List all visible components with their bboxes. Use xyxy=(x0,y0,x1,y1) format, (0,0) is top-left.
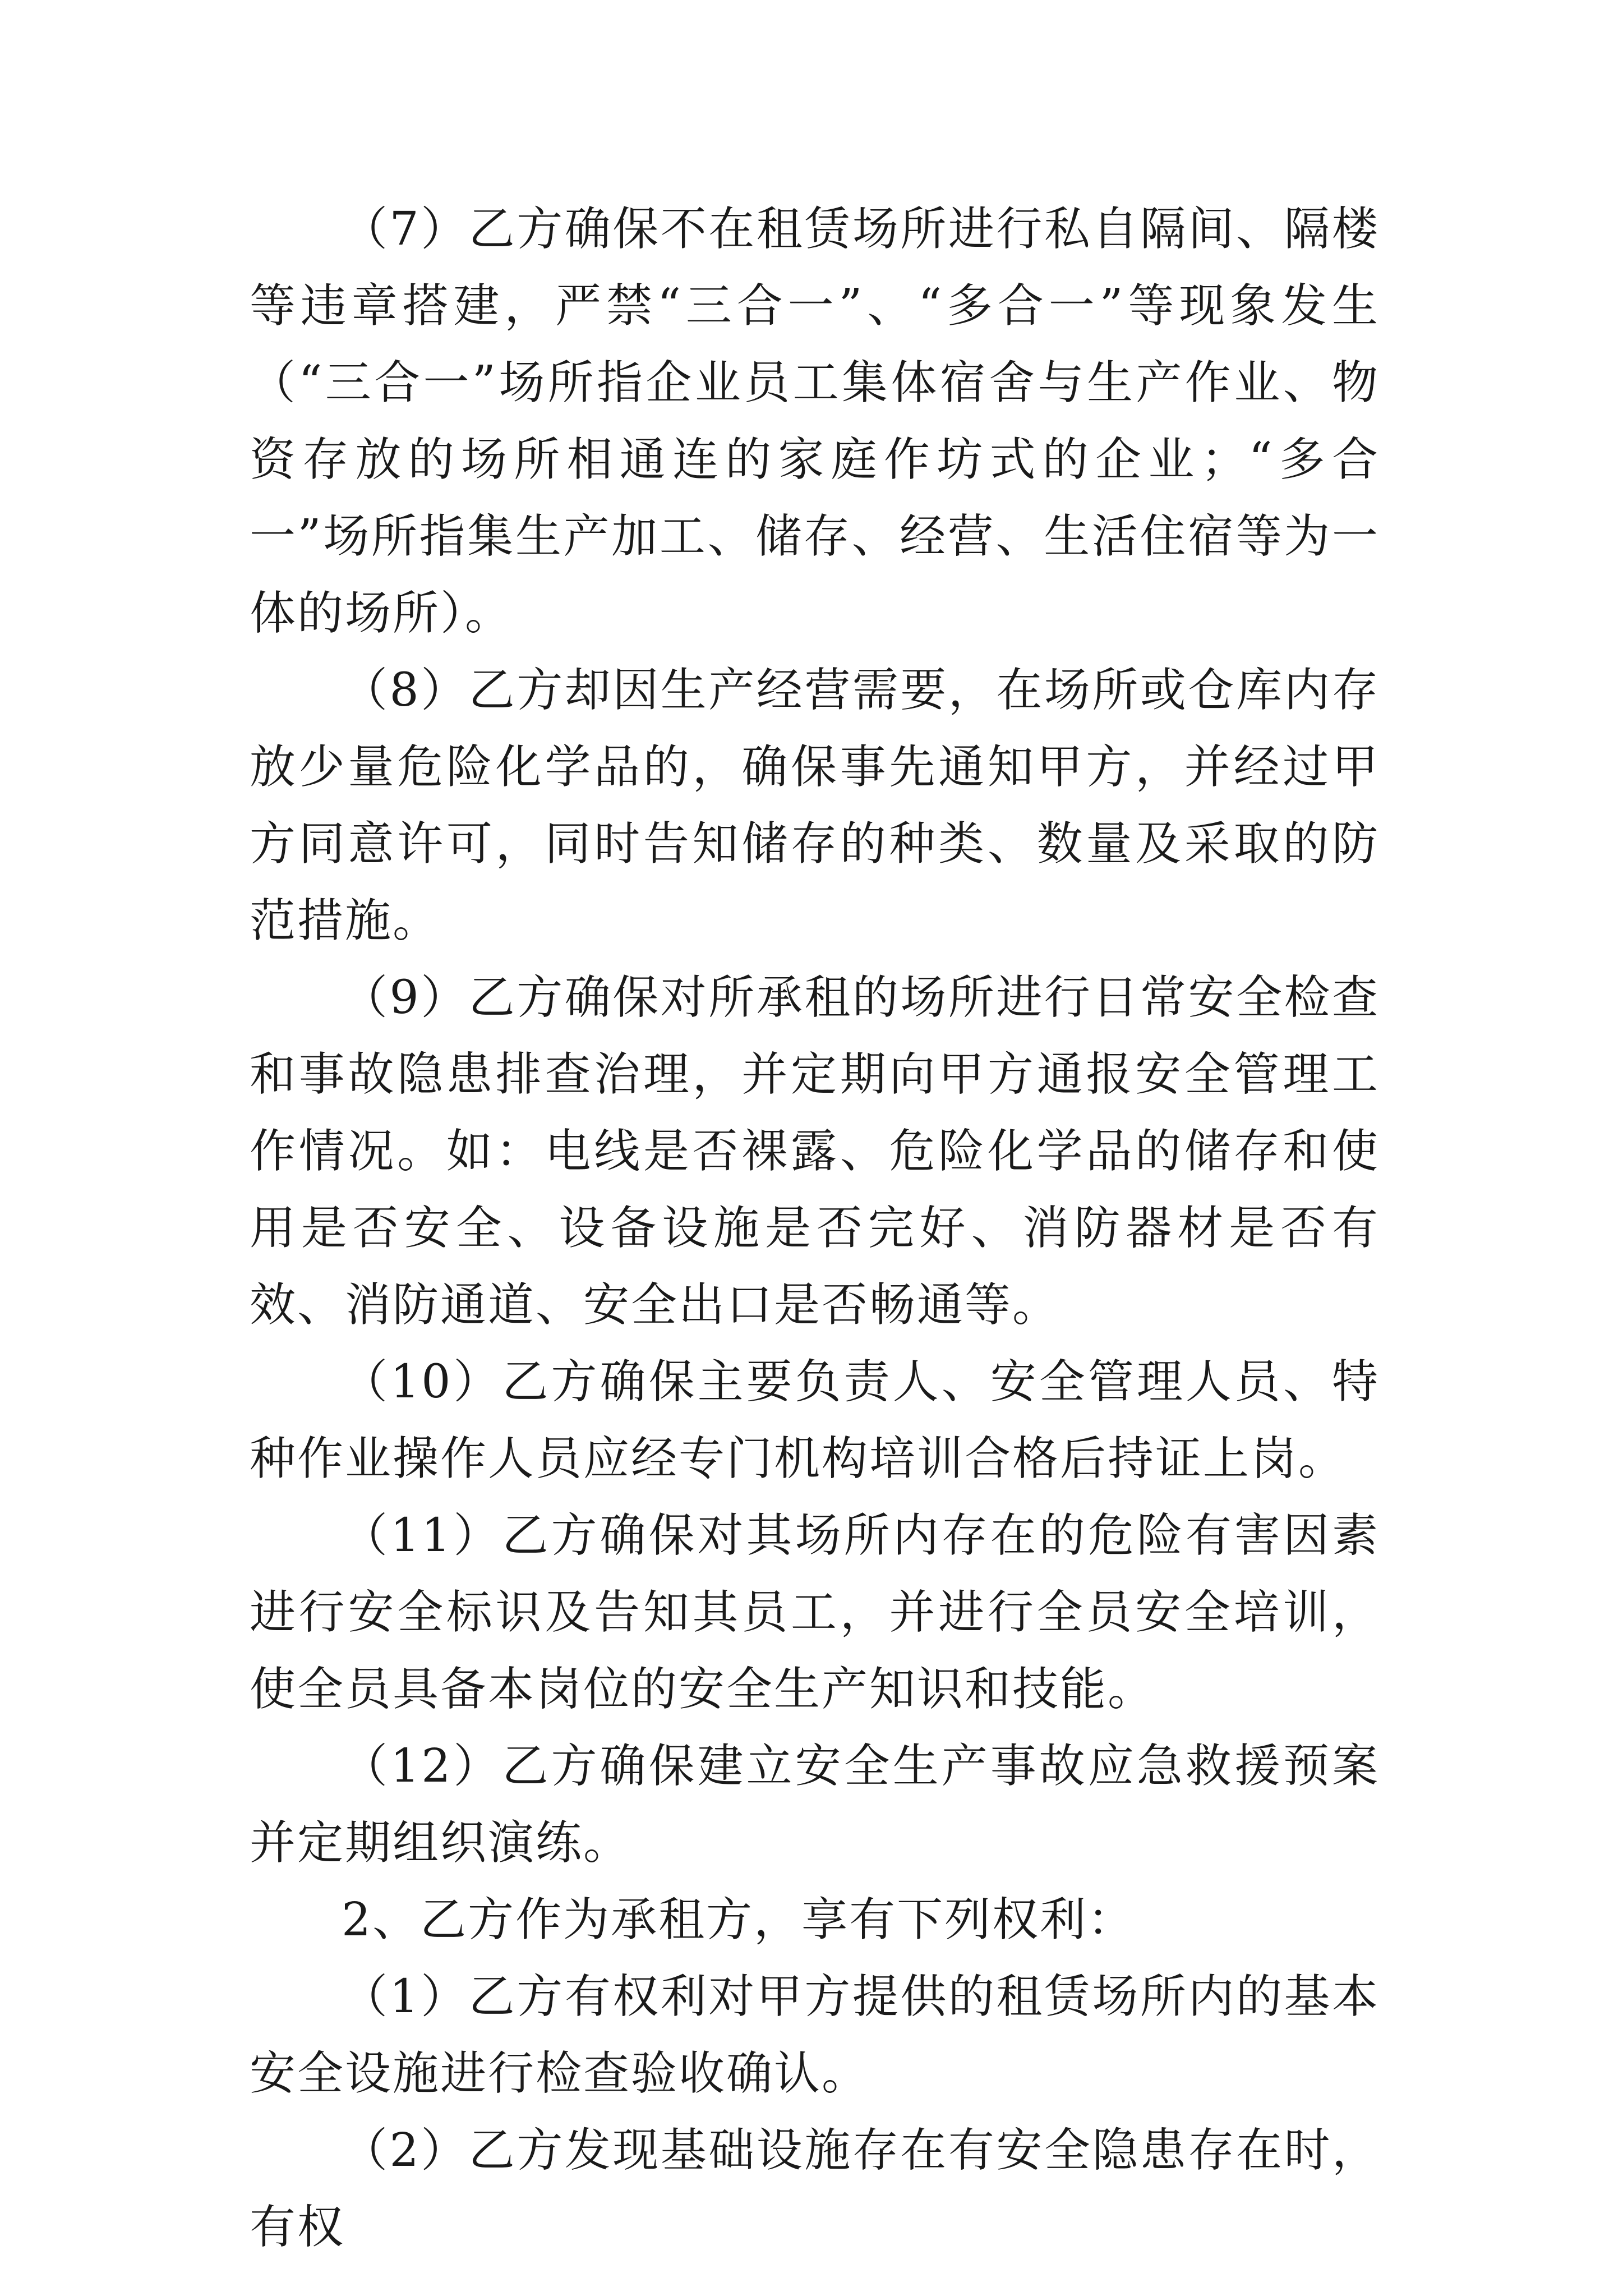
document-body xyxy=(250,191,1380,2266)
clause-11-paragraph: （11）乙方确保对其场所内存在的危险有害因素进行安全标识及告知其员工，并进行全员安全培训，使全员具备本岗位的安全生产知识和技能。 xyxy=(250,1509,1380,1716)
right-1-paragraph: （1）乙方有权利对甲方提供的租赁场所内的基本安全设施进行检查验收确认。 xyxy=(250,1970,1380,2100)
clause-12-paragraph: （12）乙方确保建立安全生产事故应急救援预案并定期组织演练。 xyxy=(250,1740,1380,1870)
clause-10-paragraph: （10）乙方确保主要负责人、安全管理人员、特种作业操作人员应经专门机构培训合格后持证上岗。 xyxy=(250,1355,1380,1485)
right-2-paragraph: （2）乙方发现基础设施存在有安全隐患存在时，有权 xyxy=(250,2124,1380,2254)
section-2-heading: 2、乙方作为承租方，享有下列权利： xyxy=(342,1893,1136,1947)
clause-9-paragraph: （9）乙方确保对所承租的场所进行日常安全检查和事故隐患排查治理，并定期向甲方通报安全管理工作情况。如：电线是否裸露、危险化学品的储存和使用是否安全、设备设施是否完好、消防器材是否有效、消防通道、安全出口是否畅通等。 xyxy=(250,971,1380,1332)
clause-8-paragraph: （8）乙方却因生产经营需要，在场所或仓库内存放少量危险化学品的，确保事先通知甲方，并经过甲方同意许可，同时告知储存的种类、数量及采取的防范措施。 xyxy=(250,664,1380,947)
clause-7-paragraph: （7）乙方确保不在租赁场所进行私自隔间、隔楼等违章搭建，严禁“三合一”、“多合一”等现象发生（“三合一”场所指企业员工集体宿舍与生产作业、物资存放的场所相通连的家庭作坊式的企业；“多合一”场所指集生产加工、储存、经营、生活住宿等为一体的场所）。 xyxy=(250,203,1380,640)
